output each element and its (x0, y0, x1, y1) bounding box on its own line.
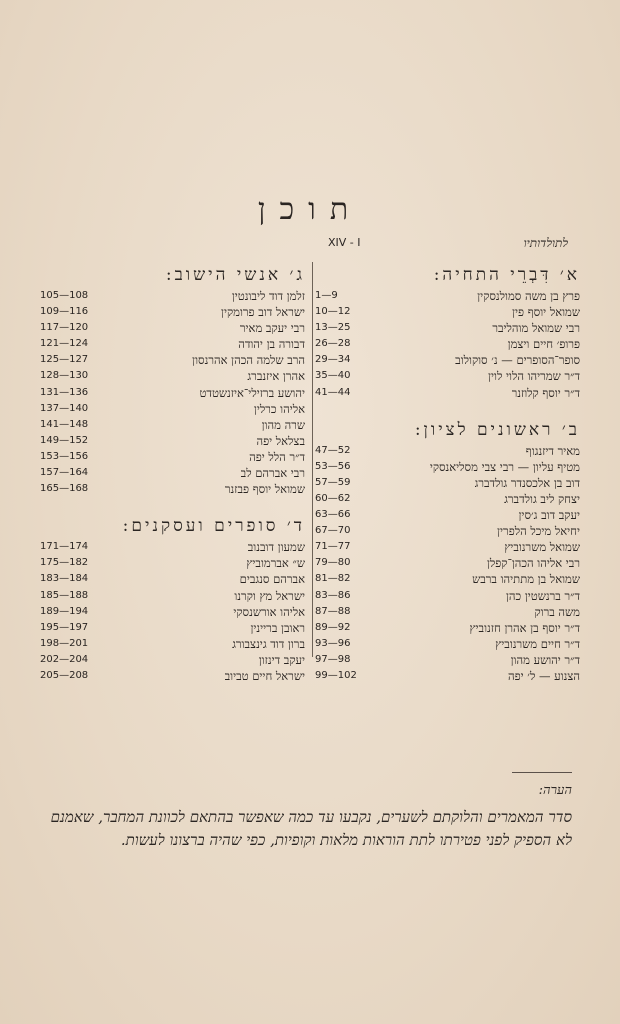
toc-entry[interactable] (315, 352, 580, 368)
entry-pages: 13—25 (315, 322, 351, 334)
toc-entry[interactable] (40, 401, 305, 417)
entry-name: יחיאל מיכל הלפרין (497, 524, 580, 539)
entry-name: ישראל דוב פרומקין (221, 305, 305, 320)
toc-entry[interactable] (315, 539, 580, 555)
entry-name: פרץ בן משה סמולנסקין (477, 289, 580, 303)
entry-name: שמעון דובנוב (247, 540, 305, 555)
entry-name: ברון דוד גינצבורג (232, 636, 305, 651)
entry-pages: 29—34 (315, 354, 351, 366)
entry-pages: 26—28 (315, 338, 351, 350)
toc-entry[interactable] (315, 507, 580, 523)
section-heading: א׳ דִּבְרֵי התחיה: (433, 265, 580, 285)
toc-entry[interactable] (315, 443, 580, 459)
entry-pages: 205—208 (40, 669, 89, 681)
toc-entry[interactable] (315, 304, 580, 320)
entry-pages: 83—86 (315, 589, 351, 601)
page-title: תוכן (257, 192, 363, 227)
entry-name: אהרן איזנברג (247, 369, 305, 384)
entry-pages: 183—184 (40, 573, 89, 585)
entry-pages: 60—62 (315, 492, 351, 504)
entry-name: שרה מהון (261, 417, 305, 432)
toc-entry[interactable] (315, 368, 580, 384)
entry-pages: 195—197 (40, 621, 89, 633)
toc-entry[interactable] (40, 417, 305, 433)
entry-name: ד״ר חיים משרנוביץ (495, 636, 580, 651)
entry-name: אליהו כרלין (253, 401, 305, 416)
entry-pages: 99—102 (315, 669, 357, 681)
entry-name: דבורה בן יהודה (238, 337, 305, 352)
toc-entry[interactable] (40, 588, 305, 604)
toc-entry[interactable] (40, 433, 305, 449)
entry-name: רבי אברהם לב (240, 466, 305, 481)
entry-pages: 137—140 (40, 402, 89, 414)
entry-pages: 117—120 (40, 322, 89, 334)
toc-entry[interactable] (315, 636, 580, 652)
toc-entry[interactable] (315, 652, 580, 668)
entry-name: מאיר דיזנגוף (525, 443, 580, 458)
entry-pages: 131—136 (40, 386, 89, 398)
entry-name: ד״ר שמריהו הלוי לוין (488, 369, 580, 384)
toc-entry[interactable] (315, 491, 580, 507)
entry-name: ראובן בריינין (250, 620, 305, 635)
entry-name: דוב בן אלכסנדר גולדברג (474, 475, 580, 490)
entry-pages: 157—164 (40, 467, 89, 479)
entry-name: רבי יעקב מאיר (239, 321, 305, 336)
toc-entry[interactable] (315, 588, 580, 604)
entry-pages: 125—127 (40, 354, 89, 366)
entry-name: אליהו אורשנסקי (233, 604, 305, 619)
section-heading: ד׳ סופרים ועסקנים: (122, 516, 305, 537)
entry-name: הצנוע — ל׳ יפה (508, 668, 580, 683)
column-divider (312, 262, 313, 657)
entry-pages: 63—66 (315, 509, 351, 521)
entry-pages: 35—40 (315, 370, 351, 382)
intro-page-range: XIV ‑ I (328, 236, 361, 249)
entry-pages: 175—182 (40, 557, 89, 569)
toc-entry[interactable] (40, 604, 305, 620)
entry-pages: 149—152 (40, 434, 89, 446)
toc-entry[interactable] (40, 449, 305, 465)
toc-entry[interactable] (315, 668, 580, 684)
toc-entry[interactable] (40, 352, 305, 368)
entry-name: שמואל יוסף פבזנר (224, 482, 305, 497)
entry-name: יעקב דוב ג׳סין (518, 508, 580, 523)
entry-name: יעקב דינזון (258, 652, 305, 667)
entry-name: פרופ׳ חיים ויצמן (507, 337, 580, 352)
entry-name: מטיף עליון — רבי צבי מסליאנסקי (429, 459, 580, 474)
section-heading: ג׳ אנשי הישוב: (165, 265, 305, 285)
entry-name: הרב שלמה הכהן אהרנסון (192, 353, 305, 368)
toc-entry[interactable] (315, 288, 580, 304)
footnote-rule (512, 772, 572, 773)
entry-pages: 10—12 (315, 306, 351, 318)
toc-entry[interactable] (40, 304, 305, 320)
entry-name: ד״ר יוסף בן אהרן חזנוביץ (469, 620, 580, 635)
entry-name: שמואל בן מתתיהו ברבש (472, 572, 580, 587)
entry-name: אברהם סנגבים (239, 572, 305, 587)
entry-pages: 87—88 (315, 605, 351, 617)
footnote-label: הערה: (538, 783, 572, 798)
entry-name: ישראל מץ וקרנו (234, 588, 305, 603)
entry-pages: 185—188 (40, 589, 89, 601)
entry-pages: 202—204 (40, 653, 89, 665)
entry-pages: 109—116 (40, 306, 89, 318)
toc-entry[interactable] (40, 668, 305, 684)
toc-entry[interactable] (40, 336, 305, 352)
toc-entry[interactable] (40, 636, 305, 652)
toc-entry[interactable] (40, 652, 305, 668)
toc-entry[interactable] (315, 523, 580, 539)
entry-name: ד״ר הלל יפה (249, 449, 305, 464)
entry-name: ישראל חיים טביוב (224, 668, 305, 683)
section-heading: ב׳ ראשונים לציון: (414, 419, 580, 440)
toc-entry[interactable] (315, 555, 580, 571)
toc-entry[interactable] (40, 385, 305, 401)
entry-pages: 71—77 (315, 541, 351, 553)
toc-entry[interactable] (40, 555, 305, 571)
toc-entry[interactable] (315, 571, 580, 587)
entry-pages: 141—148 (40, 418, 89, 430)
entry-name: ד״ר ברנשטין כהן (506, 588, 580, 603)
entry-pages: 93—96 (315, 637, 351, 649)
entry-pages: 89—92 (315, 621, 351, 633)
entry-name: רבי שמואל מוהליבר (492, 321, 580, 336)
section-gap (40, 497, 305, 513)
toc-entry[interactable] (40, 368, 305, 384)
entry-pages: 41—44 (315, 386, 351, 398)
footnote-text: סדר המאמרים והלוקתם לשערים, נקבעו עד כמה שאפשר בהתאם לכוונת המחבר, שאמנם לא הספיק לפני פטירתו לתת הוראות מלאות וקופיות, כפי שהיה ברצונו לעשות. (50, 808, 572, 849)
toc-entry[interactable] (315, 385, 580, 401)
entry-name: יצחק ליב גולדברג (504, 491, 580, 506)
toc-column-left (40, 262, 305, 684)
entry-name: סופר־הסופרים — נ׳ סוקולוב (455, 353, 580, 368)
entry-pages: 57—59 (315, 476, 351, 488)
entry-pages: 67—70 (315, 525, 351, 537)
entry-name: משה ברוק (534, 604, 580, 619)
entry-pages: 1—9 (315, 290, 338, 301)
entry-pages: 171—174 (40, 541, 89, 553)
entry-pages: 189—194 (40, 605, 89, 617)
toc-entry[interactable] (315, 459, 580, 475)
entry-pages: 47—52 (315, 444, 351, 456)
entry-pages: 53—56 (315, 460, 351, 472)
toc-entry[interactable] (40, 571, 305, 587)
entry-name: זלמן דוד ליבונטין (231, 289, 305, 303)
entry-pages: 79—80 (315, 557, 351, 569)
entry-name: בצלאל יפה (256, 433, 305, 448)
entry-name: רבי אליהו הכהן־קפלן (486, 556, 580, 571)
intro-label: לתולדותיו (523, 236, 568, 250)
toc-column-right (315, 262, 580, 684)
entry-name: שמואל משרנוביץ (504, 540, 580, 555)
entry-pages: 121—124 (40, 338, 89, 350)
section-gap (315, 401, 580, 417)
entry-pages: 105—108 (40, 290, 89, 301)
toc-entry[interactable] (40, 481, 305, 497)
entry-pages: 165—168 (40, 483, 89, 495)
entry-name: יהושע ברזילי־איזנשטדט (199, 385, 305, 400)
toc-entry[interactable] (40, 288, 305, 304)
toc-entry[interactable] (40, 465, 305, 481)
entry-pages: 153—156 (40, 450, 89, 462)
entry-name: ד״ר יהושע מהון (510, 652, 580, 667)
entry-pages: 81—82 (315, 573, 351, 585)
toc-entry[interactable] (315, 620, 580, 636)
toc-entry[interactable] (315, 475, 580, 491)
toc-entry[interactable] (40, 320, 305, 336)
toc-entry[interactable] (40, 539, 305, 555)
entry-name: ש״ אברמוביץ (246, 556, 305, 571)
entry-pages: 97—98 (315, 653, 351, 665)
toc-entry[interactable] (315, 336, 580, 352)
toc-entry[interactable] (40, 620, 305, 636)
entry-pages: 128—130 (40, 370, 89, 382)
entry-name: ד״ר יוסף קלוזנר (511, 385, 580, 400)
toc-entry[interactable] (315, 604, 580, 620)
toc-entry[interactable] (315, 320, 580, 336)
entry-name: שמואל יוסף פין (512, 305, 580, 320)
entry-pages: 198—201 (40, 637, 89, 649)
